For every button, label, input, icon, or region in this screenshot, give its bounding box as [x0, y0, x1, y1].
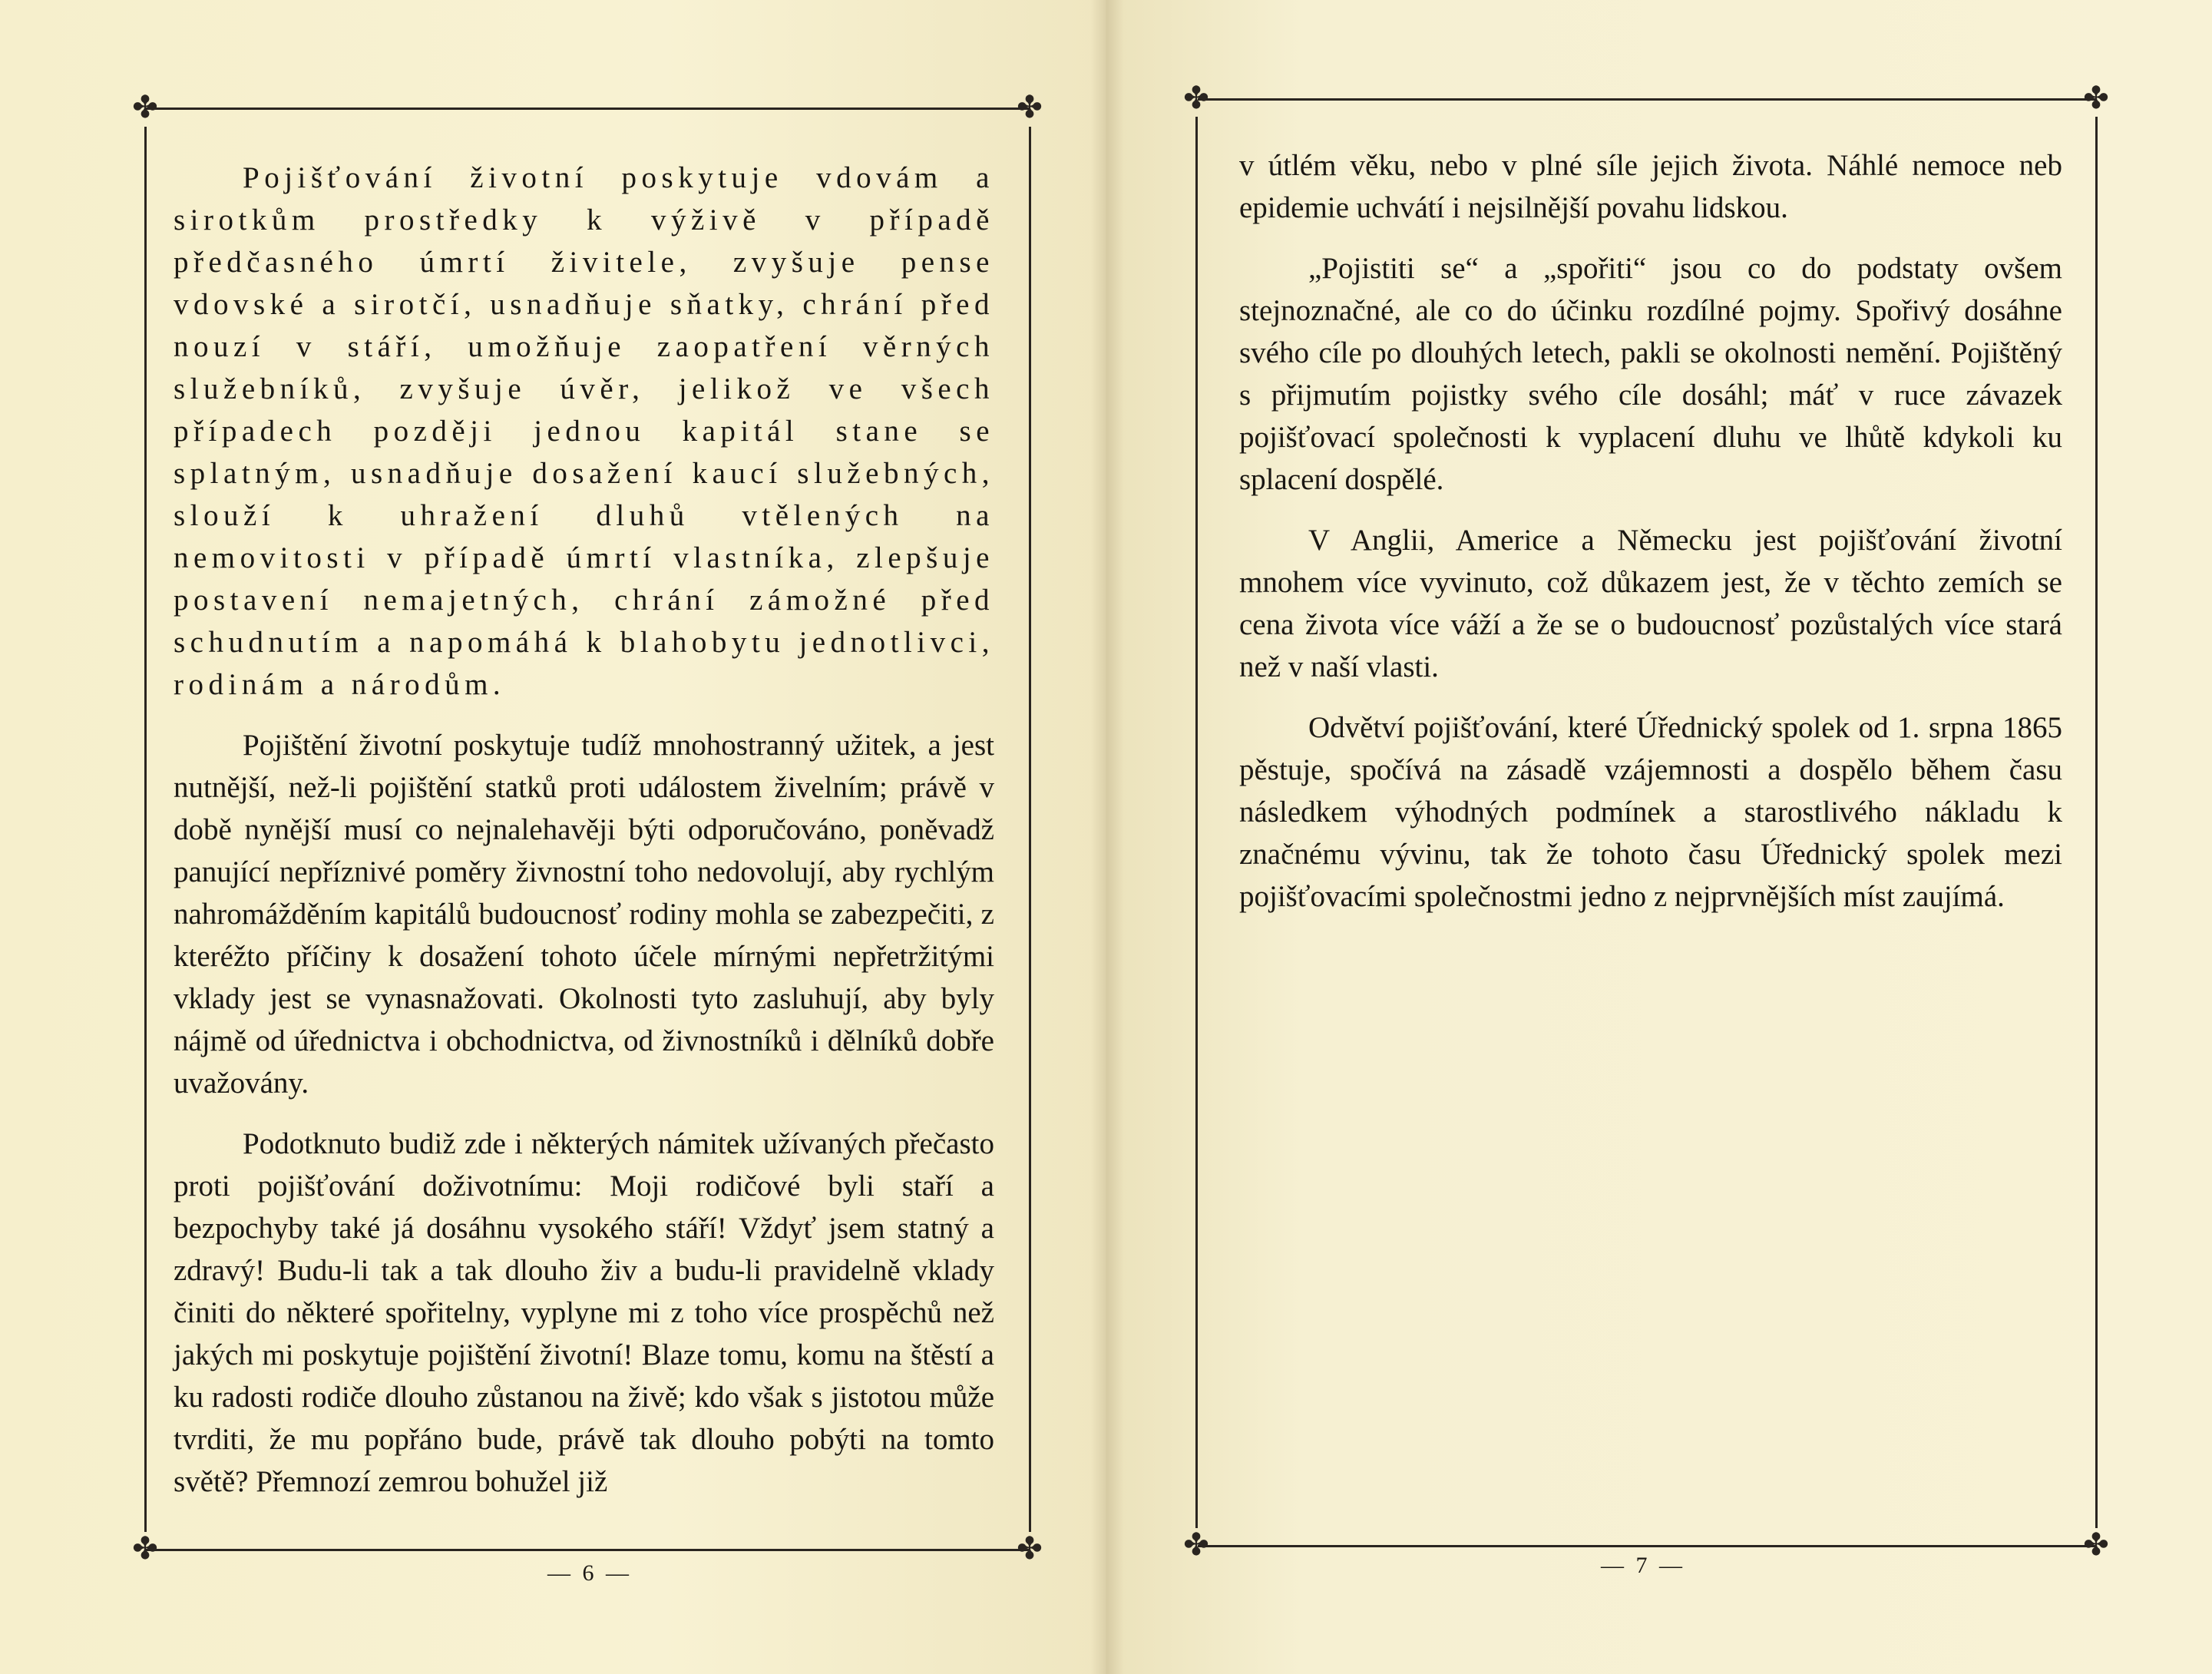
paragraph: Podotknuto budiž zde i některých námitek užívaných přečasto proti pojišťování doživotnímu: Moji rodičové byli staří a bezpochyby také já dosáhnu vysokého stáří! Vždyť jsem statný a zdravý! Budu-li tak a tak dlouho živ a budu-li pravidelně vklady činiti do některé spořitelny, vyplyne mi z toho více prospěchů než jakých mi poskytuje pojištění životní! Blaze tomu, komu na štěstí a ku radosti rodiče dlouho zůstanou na živě; kdo však s jistotou může tvrditi, že mu popřáno bude, právě tak dlouho pobýti na tomto světě? Přemnozí zemrou bohužel již	[174, 1127, 994, 1498]
left-page-text	[174, 157, 994, 1503]
page-number: — 7 —	[1601, 1553, 1685, 1578]
paragraph: Pojištění životní poskytuje tudíž mnohostranný užitek, a jest nutnější, než-li pojištění statků proti událostem živelním; právě v době nynější musí co nejnalehavěji býti odporučováno, poněvadž panující nepříznivé poměry živnostní toho nedovolují, aby rychlým nahromážděním kapitálů budoucnosť rodiny mohla se zabezpečiti, z kteréžto příčiny k dosažení tohoto účele mírnými nepřetržitými vklady jest se vynasnažovati. Okolnosti tyto zasluhují, aby byly nájmě od úřednictva i obchodnictva, od živnostníků i dělníků dobře uvažovány.	[174, 729, 994, 1100]
ornament-icon: ✤	[2083, 1527, 2109, 1563]
paragraph: V Anglii, Americe a Německu jest pojišťování životní mnohem více vyvinuto, což důkazem jest, že v těchto zemích se cena života více váží a že se o budoucnosť pozůstalých více stará než v naší vlasti.	[1239, 524, 2062, 683]
paragraph: Pojišťování životní poskytuje vdovám a sirotkům prostředky k výživě v případě předčasného úmrtí živitele, zvyšuje pense vdovské a sirotčí, usnadňuje sňatky, chrání před nouzí v stáří, umožňuje zaopatření věrných služebníků, zvyšuje úvěr, jelikož ve všech případech později jednou kapitál stane se splatným, usnadňuje dosažení kaucí služebných, slouží k uhražení dluhů vtělených na nemovitosti v případě úmrtí vlastníka, zlepšuje postavení nemajetných, chrání zámožné před schudnutím a napomáhá k blahobytu jednotlivci, rodinám a národům.	[174, 161, 994, 701]
ornament-icon: ✤	[1017, 90, 1043, 125]
ornament-icon: ✤	[1017, 1531, 1043, 1566]
page-number: — 6 —	[547, 1560, 632, 1586]
paragraph: Odvětví pojišťování, které Úřednický spolek od 1. srpna 1865 pěstuje, spočívá na zásadě vzájemnosti a dospělo během času následkem výhodných podmínek a starostlivého nákladu k značnému vývinu, tak že tohoto času Úřednický spolek mezi pojišťovacími společnostmi jedno z nejprvnějších míst zaujímá.	[1239, 711, 2062, 913]
right-page-text	[1239, 144, 2062, 918]
book-gutter	[1090, 0, 1124, 1674]
ornament-icon: ✤	[1183, 1527, 1209, 1563]
ornament-icon: ✤	[1183, 81, 1209, 116]
ornament-icon: ✤	[132, 90, 158, 125]
paragraph: v útlém věku, nebo v plné síle jejich života. Náhlé nemoce neb epidemie uchvátí i nejsilnější povahu lidskou.	[1239, 149, 2062, 224]
paragraph: „Pojistiti se“ a „spořiti“ jsou co do podstaty ovšem stejnoznačné, ale co do účinku rozdílné pojmy. Spořivý dosáhne svého cíle po dlouhých letech, pakli se okolnosti nemění. Pojištěný s přijmutím pojistky svého cíle dosáhl; máť v ruce závazek pojišťovací společnosti k vyplacení dluhu ve lhůtě kdykoli ku splacení dospělé.	[1239, 252, 2062, 496]
ornament-icon: ✤	[132, 1531, 158, 1566]
ornament-icon: ✤	[2083, 81, 2109, 116]
